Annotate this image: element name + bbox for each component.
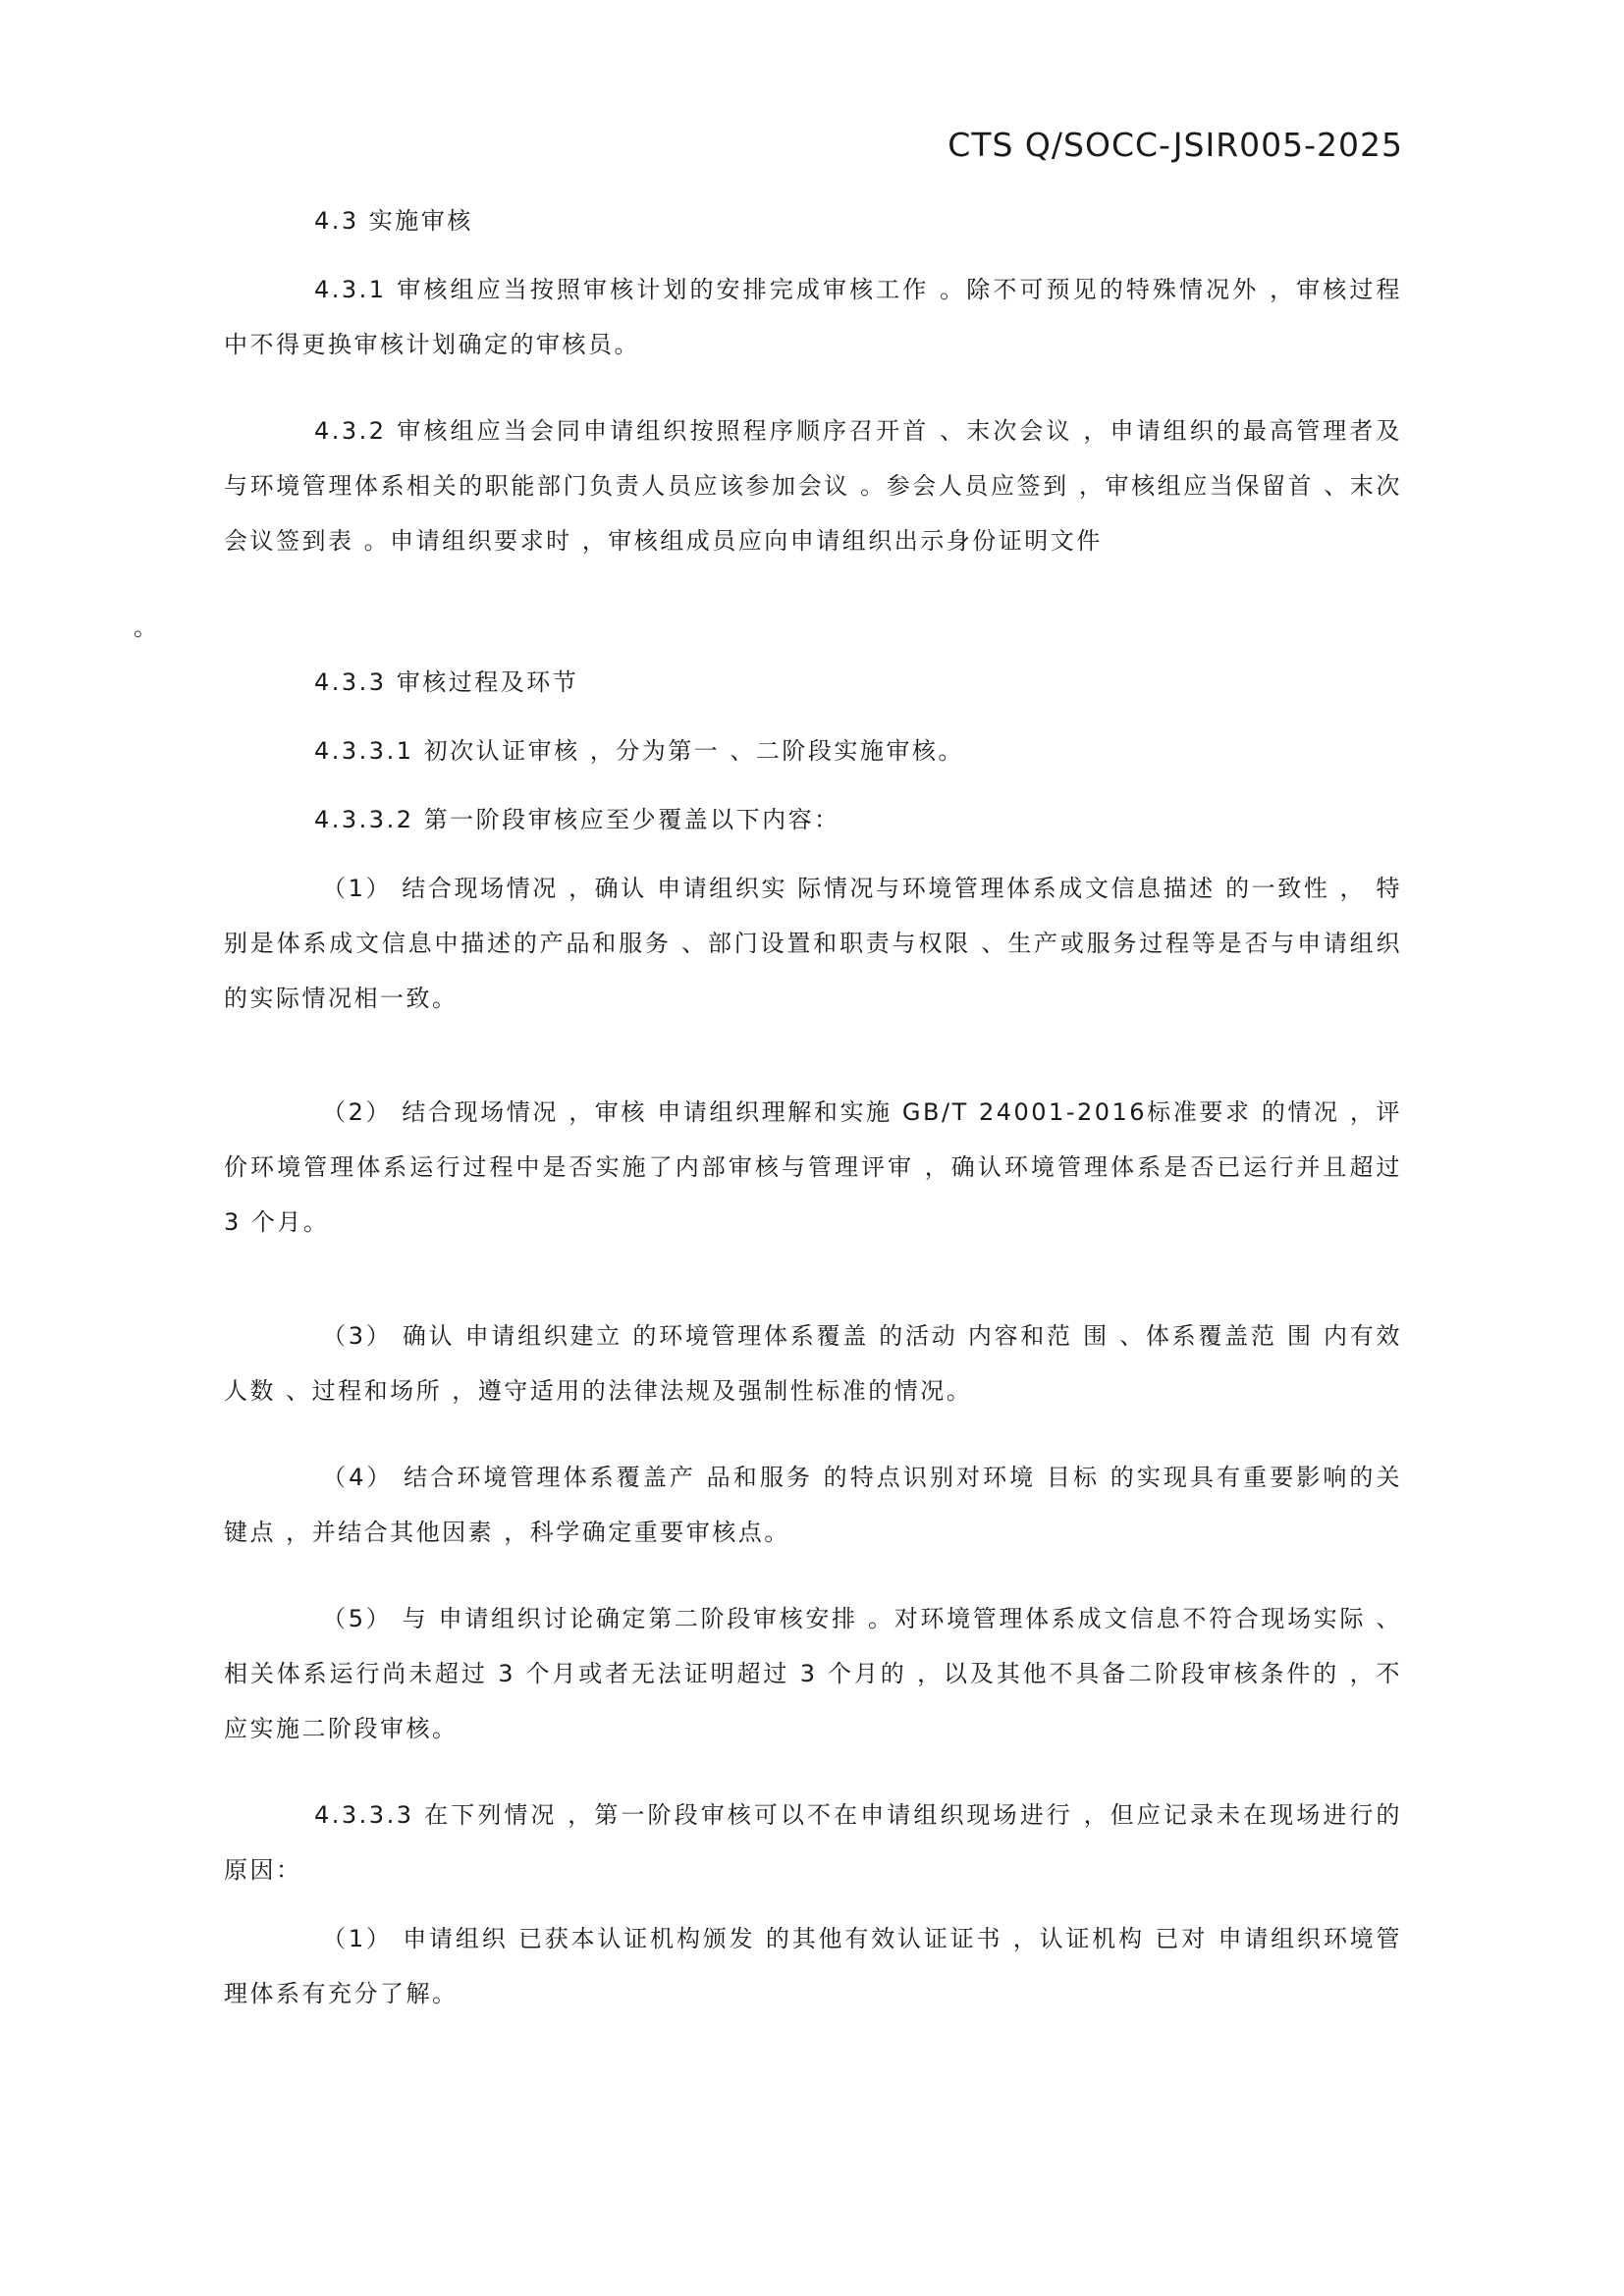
list-item-3: （3） 确认 申请组织建立 的环境管理体系覆盖 的活动 内容和范 围 、体系覆盖范 围 内有效人数 、过程和场所 ，遵守适用的法律法规及强制性标准的情况。 — [224, 1322, 1402, 1405]
list-item-1: （1） 结合现场情况 ，确认 申请组织实 际情况与环境管理体系成文信息描述 的一致性 ， 特别是体系成文信息中描述的产品和服务 、部门设置和职责与权限 、生产或服务过程等是否与申请组织的实际情况相一致。 — [224, 875, 1402, 1012]
section-4-3-3-heading: 4.3.3 审核过程及环节 — [314, 668, 579, 696]
document-code: CTS Q/SOCC-JSIR005-2025 — [947, 126, 1403, 164]
section-4-3-2-tail: 。 — [134, 614, 160, 641]
section-4-3-heading: 4.3 实施审核 — [314, 207, 473, 235]
list-item-4: （4） 结合环境管理体系覆盖产 品和服务 的特点识别对环境 目标 的实现具有重要影响的关键点 ，并结合其他因素 ，科学确定重要审核点。 — [224, 1464, 1402, 1546]
section-4-3-3-3: 4.3.3.3 在下列情况 ，第一阶段审核可以不在申请组织现场进行 ，但应记录未在现场进行的原因： — [224, 1801, 1402, 1884]
section-4-3-2: 4.3.2 审核组应当会同申请组织按照程序顺序召开首 、末次会议 ，申请组织的最高管理者及与环境管理体系相关的职能部门负责人员应该参加会议 。参会人员应签到 ，审核组应当保留首 、末次会议签到表 。申请组织要求时 ，审核组成员应向申请组织出示身份证明文件 — [224, 417, 1402, 555]
section-4-3-3-1: 4.3.3.1 初次认证审核 ，分为第一 、二阶段实施审核。 — [314, 737, 964, 765]
section-4-3-3-2: 4.3.3.2 第一阶段审核应至少覆盖以下内容： — [314, 806, 840, 833]
list-item-2: （2） 结合现场情况 ，审核 申请组织理解和实施 GB/T 24001-2016标准要求 的情况 ，评价环境管理体系运行过程中是否实施了内部审核与管理评审 ，确认环境管理体系是否已运行并且超过 3 个月。 — [224, 1098, 1402, 1236]
section-4-3-1: 4.3.1 审核组应当按照审核计划的安排完成审核工作 。除不可预见的特殊情况外 ，审核过程中不得更换审核计划确定的审核员。 — [224, 276, 1402, 358]
list-item-5: （5） 与 申请组织讨论确定第二阶段审核安排 。对环境管理体系成文信息不符合现场实际 、相关体系运行尚未超过 3 个月或者无法证明超过 3 个月的 ，以及其他不具备二阶段审核条件的 ，不应实施二阶段审核。 — [224, 1605, 1402, 1742]
sub-list-item-1: （1） 申请组织 已获本认证机构颁发 的其他有效认证证书 ，认证机构 已对 申请组织环境管理体系有充分了解。 — [224, 1925, 1402, 2007]
document-body — [134, 193, 1402, 2021]
